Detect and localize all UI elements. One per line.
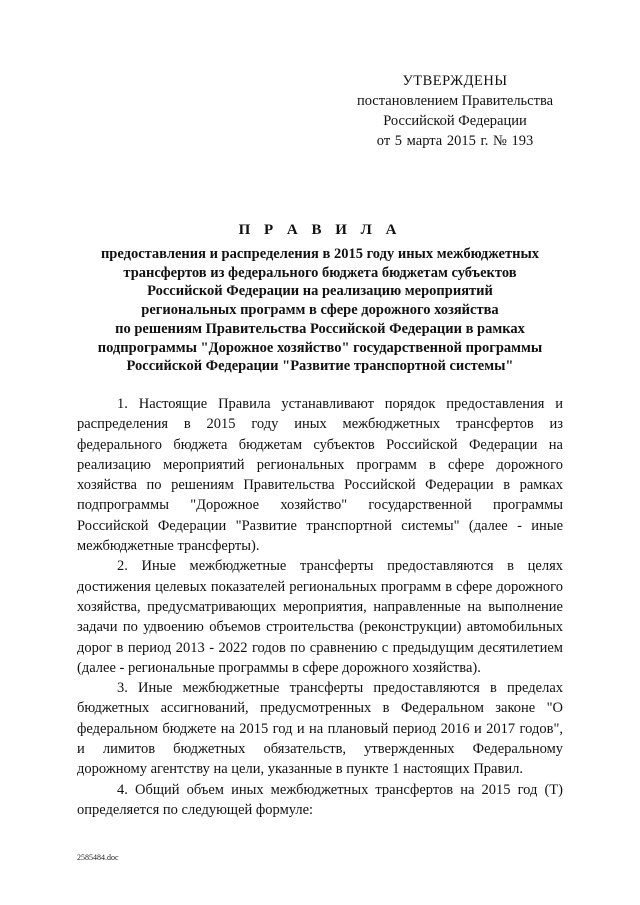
subtitle-line: по решениям Правительства Российской Федерации в рамках <box>115 320 525 337</box>
paragraph-3: 3. Иные межбюджетные трансферты предоставляются в пределах бюджетных ассигнований, предусмотренных в Федеральном законе "О федеральном бюджете на 2015 год и на плановый период 2016 и 2017 годов", и лимитов бюджетных обязательств, утвержденных Федеральному дорожному агентству на цели, указанные в пункте 1 настоящих Правил. <box>77 680 563 778</box>
paragraph-1: 1. Настоящие Правила устанавливают порядок предоставления и распределения в 2015 году иных межбюджетных трансфертов из федерального бюджета бюджетам субъектов Российской Федерации на реализацию мероприятий региональных программ в сфере дорожного хозяйства по решениям Правительства Российской Федерации в рамках подпрограммы "Дорожное хозяйство" государственной программы Российской Федерации "Развитие транспортной системы" (далее - иные межбюджетные трансферты). <box>77 396 563 555</box>
file-name-footer: 2585484.doc <box>77 853 119 862</box>
subtitle-line: подпрограммы "Дорожное хозяйство" государственной программы <box>97 339 543 356</box>
approval-heading: УТВЕРЖДЕНЫ <box>402 73 508 89</box>
paragraph-4: 4. Общий объем иных межбюджетных трансфертов на 2015 год (T) определяется по следующей формуле: <box>77 781 563 818</box>
approval-line-date: от 5 марта 2015 г. № 193 <box>376 133 534 149</box>
subtitle-line: Российской Федерации на реализацию мероприятий <box>147 283 493 300</box>
subtitle-line: трансфертов из федерального бюджета бюджетам субъектов <box>123 264 517 281</box>
subtitle-line: региональных программ в сфере дорожного хозяйства <box>141 302 499 319</box>
document-subtitle <box>70 245 570 376</box>
document-body <box>77 394 563 820</box>
approval-stamp <box>340 71 570 151</box>
document-title: П Р А В И Л А <box>238 222 402 238</box>
approval-line-government: Российской Федерации <box>383 113 527 129</box>
subtitle-line: Российской Федерации "Развитие транспортной системы" <box>126 358 514 375</box>
paragraph-2: 2. Иные межбюджетные трансферты предоставляются в целях достижения целевых показателей региональных программ в сфере дорожного хозяйства, предусматривающих мероприятия, направленные на выполнение задачи по удвоению объемов строительства (реконструкции) автомобильных дорог в период 2013 - 2022 годов по сравнению с предыдущим десятилетием (далее - региональные программы в сфере дорожного хозяйства). <box>77 558 563 676</box>
approval-line-resolution: постановлением Правительства <box>356 93 554 109</box>
subtitle-line: предоставления и распределения в 2015 году иных межбюджетных <box>100 246 540 262</box>
